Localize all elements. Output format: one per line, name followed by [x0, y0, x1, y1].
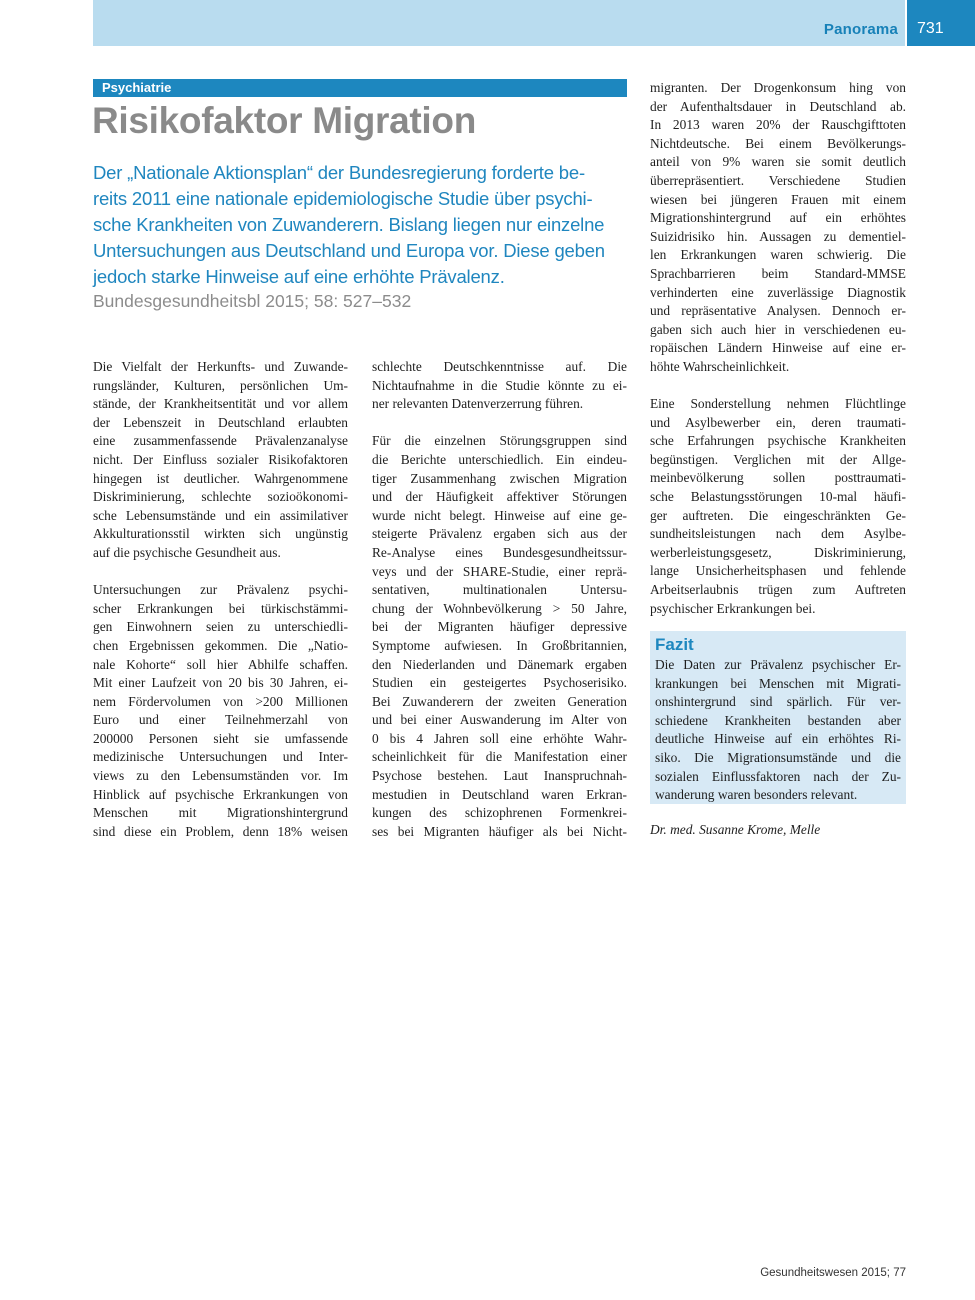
text-column-1 [93, 358, 348, 860]
footer-citation: Gesundheitswesen 2015; 77 [760, 1267, 906, 1279]
text-line: Akkulturationsstil wirkten sich ungünstig [93, 526, 348, 542]
text-line: Die Daten zur Prävalenz psychischer Er- [655, 657, 901, 672]
text-line: krankungen bei Menschen mit Migrati- [655, 675, 901, 691]
text-line: Nichtdeutsche. Bei einem Bevölkerungs- [650, 135, 906, 151]
text-line: scheinlichkeit für die Manifestation einer [372, 749, 627, 765]
text-line: Psychose bestehen. Laut Inanspruchnah- [372, 768, 627, 784]
lead-line: jedoch starke Hinweise auf eine erhöhte Prävalenz. [93, 266, 505, 287]
text-line: chung der Wohnbevölkerung > 50 Jahre, [372, 600, 627, 616]
text-line: sche Belastungsstörungen 10-mal häufi- [650, 489, 906, 505]
fazit-heading: Fazit [655, 635, 694, 654]
text-line: Mit einer Laufzeit von 20 bis 30 Jahren, ei- [93, 675, 348, 691]
lead-line: Der „Nationale Aktionsplan“ der Bundesregierung forderte be- [93, 162, 585, 183]
text-line: sche Erfahrungen psychische Krankheiten [650, 433, 906, 449]
header-bar [93, 0, 905, 46]
text-line: meinbevölkerung sollen posttraumati- [650, 470, 906, 486]
text-line: und repräsentative Analysen. Dennoch er- [650, 303, 906, 319]
text-line: chen Ergebnissen gekommen. Die „Natio- [93, 637, 348, 653]
text-line: begünstigen. Verglichen mit der Allge- [650, 451, 906, 467]
text-line: Arbeitserlaubnis trügen zum Auftreten [650, 582, 906, 598]
text-line: psychischer Erkrankungen bei. [650, 600, 816, 616]
text-line: Studien ein gesteigertes Psychoserisiko. [372, 675, 627, 691]
text-line: der Aufenthaltsdauer in Deutschland ab. [650, 98, 906, 114]
text-line: Hinblick auf psychische Erkrankungen von [93, 786, 348, 802]
text-line: wiesen bei jüngeren Frauen mit einem [650, 191, 906, 207]
text-line: Die Vielfalt der Herkunfts- und Zuwande- [93, 359, 348, 374]
text-line: medizinische Untersuchungen und Inter- [93, 749, 348, 765]
fazit-body [655, 656, 901, 805]
text-line: verhinderten eine zuverlässige Diagnostik [650, 284, 906, 300]
fazit-box [650, 631, 906, 804]
text-line: und der Häufigkeit affektiver Störungen [372, 489, 627, 505]
text-line: Nichtaufnahme in die Studie könnte zu ei- [372, 377, 627, 393]
text-line: Sprachbarrieren beim Standard-MMSE [650, 265, 906, 281]
citation: Bundesgesundheitsbl 2015; 58: 527–532 [93, 291, 412, 311]
text-line: tiger Zusammenhang zwischen Migration [372, 470, 627, 486]
text-line: veys und der SHARE-Studie, einer reprä- [372, 563, 627, 579]
text-line: anteil von 9% waren sie somit deutlich [650, 154, 906, 170]
text-column-3 [650, 79, 906, 637]
text-line: len Erkrankungen waren schwierig. Die [650, 247, 906, 263]
text-line: auf die psychische Gesundheit aus. [93, 544, 281, 560]
text-line: Für die einzelnen Störungsgruppen sind [372, 433, 627, 449]
text-line: und Asylbewerber ein, deren traumati- [650, 414, 906, 430]
text-line: schlechte Deutschkenntnisse auf. Die [372, 359, 627, 374]
text-line: migranten. Der Drogenkonsum hing von [650, 80, 906, 95]
text-line: sozialen Einflussfaktoren nach der Zu- [655, 768, 901, 784]
text-line: siko. Die Migrationsumstände und die [655, 749, 901, 765]
lead-line: reits 2011 eine nationale epidemiologische Studie über psychi- [93, 188, 593, 209]
text-line: hingegen ist deutlicher. Wahrgenommene [93, 470, 348, 486]
text-line: den Niederlanden und Dänemark ergaben [372, 656, 627, 672]
text-line: gaben sich auch hier in verschiedenen eu- [650, 321, 906, 337]
text-line: nale Kohorte“ soll hier Abhilfe schaffen. [93, 656, 348, 672]
text-line: werberleistungsgesetz, Diskriminierung, [650, 544, 906, 560]
paragraph [650, 79, 906, 377]
text-line: rungsländer, Kulturen, persönlichen Um- [93, 377, 348, 393]
text-line: wurde nicht belegt. Hinweise auf eine ge- [372, 507, 627, 523]
paragraph [93, 358, 348, 563]
text-line: die Berichte unterschiedlich. Ein eindeu- [372, 451, 627, 467]
text-line: scher Erkrankungen bei türkischstämmi- [93, 600, 348, 616]
text-line: stände, der Krankheitsentität und vor allem [93, 396, 348, 412]
section-label: Panorama [823, 21, 898, 38]
text-line: views zu den Lebensumständen vor. Im [93, 768, 348, 784]
text-line: höhte Wahrscheinlichkeit. [650, 358, 790, 374]
text-line: Diskriminierung, schlechte sozioökonomi- [93, 489, 348, 505]
text-line: deutliche Hinweise auf ein erhöhtes Ri- [655, 731, 901, 747]
lead-line: Untersuchungen aus Deutschland und Europa vor. Diese geben [93, 240, 605, 261]
text-line: eine zusammenfassende Prävalenzanalyse [93, 433, 348, 449]
text-line: und bei einer Auswanderung im Alter von [372, 712, 627, 728]
text-line: schiedene Krankheiten bestanden aber [655, 712, 901, 728]
text-line: mestudien in Deutschland waren Erkran- [372, 786, 627, 802]
text-line: 0 bis 4 Jahren soll eine erhöhte Wahr- [372, 730, 627, 746]
text-line: nem Fördervolumen von >200 Millionen [93, 693, 348, 709]
text-line: kungen des schizophrenen Formenkrei- [372, 805, 627, 821]
text-line: Untersuchungen zur Prävalenz psychi- [93, 582, 348, 598]
text-line: onshintergrund sind spärlich. Für ver- [655, 694, 901, 710]
text-line: Migrationshintergrund auf ein erhöhtes [650, 210, 906, 226]
text-line: Symptome aufwiesen. In Großbritannien, [372, 637, 627, 653]
text-line: bei der Migranten häufiger depressive [372, 619, 627, 635]
text-line: nicht. Der Einfluss sozialer Risikofaktoren [93, 451, 348, 467]
text-line: Suizidrisiko hin. Aussagen zu dementiel- [650, 228, 906, 244]
paragraph [372, 432, 627, 841]
text-line: sundheitsleistungen nach dem Asylbe- [650, 526, 906, 542]
text-line: sche Lebensumstände und ein assimilativer [93, 507, 348, 523]
rubric-label: Psychiatrie [93, 79, 627, 97]
article-lead [93, 160, 628, 290]
text-line: Re-Analyse eines Bundesgesundheitssur- [372, 544, 627, 560]
text-line: überrepräsentiert. Verschiedene Studien [650, 172, 906, 188]
text-line: der Lebenszeit in Deutschland erlaubten [93, 414, 348, 430]
text-line: Bei Zuwanderern der zweiten Generation [372, 693, 627, 709]
paragraph [93, 581, 348, 841]
author: Dr. med. Susanne Krome, Melle [650, 822, 821, 837]
text-line: sind diese ein Problem, denn 18% weisen [93, 823, 348, 839]
text-line: steigerte Prävalenz ergaben sich aus der [372, 526, 627, 542]
article-title: Risikofaktor Migration [92, 100, 476, 141]
text-line: sentativen, multinationalen Untersu- [372, 582, 627, 598]
text-line: ses bei Migranten häufiger als bei Nicht- [372, 823, 627, 839]
text-line: Eine Sonderstellung nehmen Flüchtlinge [650, 396, 906, 412]
lead-line: sche Krankheiten von Zuwanderern. Bislang liegen nur einzelne [93, 214, 605, 235]
text-line: gen Einwohnern seien zu unterschiedli- [93, 619, 348, 635]
paragraph [372, 358, 627, 414]
text-line: wanderung waren besonders relevant. [655, 787, 858, 803]
text-line: ner relevanten Datenverzerrung führen. [372, 396, 584, 412]
text-line: ger auftreten. Die eingeschränkten Ge- [650, 507, 906, 523]
text-column-2 [372, 358, 627, 860]
page-number: 731 [907, 0, 975, 46]
text-line: lange Unsicherheitsphasen und fehlende [650, 563, 906, 579]
text-line: In 2013 waren 20% der Rauschgifttoten [650, 117, 906, 133]
paragraph [650, 395, 906, 618]
text-line: Euro und einer Teilnehmerzahl von [93, 712, 348, 728]
text-line: ropäischen Ländern Hinweise auf eine er- [650, 340, 906, 356]
text-line: Menschen mit Migrationshintergrund [93, 805, 348, 821]
text-line: 200000 Personen sieht sie umfassende [93, 730, 348, 746]
